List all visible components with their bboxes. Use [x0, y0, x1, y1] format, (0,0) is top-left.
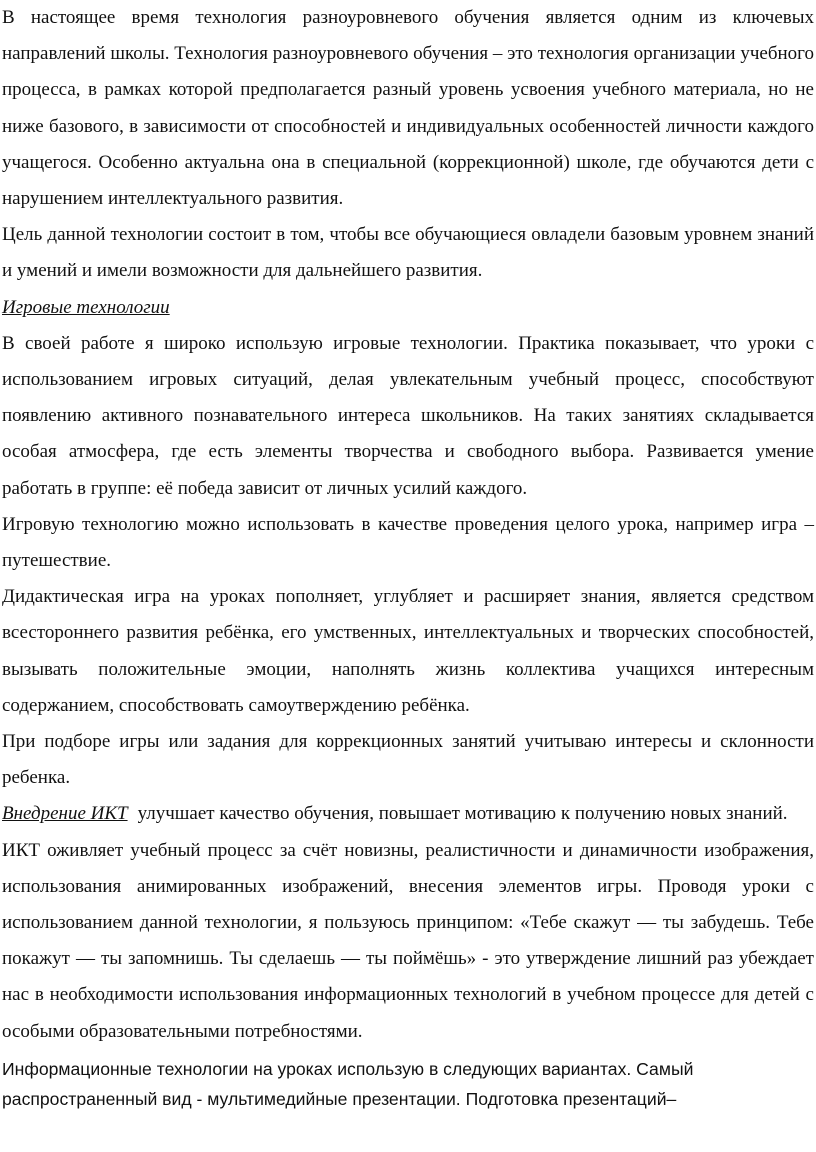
heading-game-technologies: Игровые технологии: [2, 296, 170, 318]
section-heading-games: [2, 290, 814, 326]
paragraph-game-technologies: В своей работе я широко использую игровые технологии. Практика показывает, что уроки с использованием игровых ситуаций, делая увлекательным учебный процесс, способствуют появлению активного познавательного интереса школьников. На таких занятиях складывается особая атмосфера, где есть элементы творчества и свободного выбора. Развивается умение работать в группе: её победа зависит от личных усилий каждого.: [2, 332, 814, 499]
paragraph-game-selection: При подборе игры или задания для коррекционных занятий учитываю интересы и склонности ребенка.: [2, 731, 814, 789]
paragraph-differentiated-learning: В настоящее время технология разноуровневого обучения является одним из ключевых направлений школы. Технология разноуровневого обучения – это технология организации учебного процесса, в рамках которой предполагается разный уровень усвоения учебного материала, но не ниже базового, в зависимости от способностей и индивидуальных особенностей личности каждого учащегося. Особенно актуальна она в специальной (коррекционной) школе, где обучаются дети с нарушением интеллектуального развития.: [2, 7, 814, 210]
paragraph-info-technologies: Информационные технологии на уроках использую в следующих вариантах. Самый распространенный вид - мультимедийные презентации. Подготовка презентаций–: [2, 1058, 694, 1109]
paragraph-ict-intro: [2, 796, 814, 832]
paragraph-technology-goal: Цель данной технологии состоит в том, чтобы все обучающиеся овладели базовым уровнем знаний и умений и имели возможности для дальнейшего развития.: [2, 224, 814, 282]
document-body: [2, 0, 814, 1050]
paragraph-ict-details: ИКТ оживляет учебный процесс за счёт новизны, реалистичности и динамичности изображения, использования анимированных изображений, внесения элементов игры. Проводя уроки с использованием данной технологии, я пользуюсь принципом: «Тебе скажут — ты забудешь. Тебе покажут — ты запомнишь. Ты сделаешь — ты поймёшь» - это утверждение лишний раз убеждает нас в необходимости использования информационных технологий в учебном процессе для детей с особыми образовательными потребностями.: [2, 839, 814, 1042]
ict-intro-text: улучшает качество обучения, повышает мотивацию к получению новых знаний.: [137, 803, 788, 825]
paragraph-didactic-game: Дидактическая игра на уроках пополняет, углубляет и расширяет знания, является средством всестороннего развития ребёнка, его умственных, интеллектуальных и творческих способностей, вызывать положительные эмоции, наполнять жизнь коллектива учащихся интересным содержанием, способствовать самоутверждению ребёнка.: [2, 586, 814, 716]
paragraph-game-lesson: Игровую технологию можно использовать в качестве проведения целого урока, например игра – путешествие.: [2, 513, 814, 572]
heading-ict: Внедрение ИКТ: [2, 803, 128, 825]
